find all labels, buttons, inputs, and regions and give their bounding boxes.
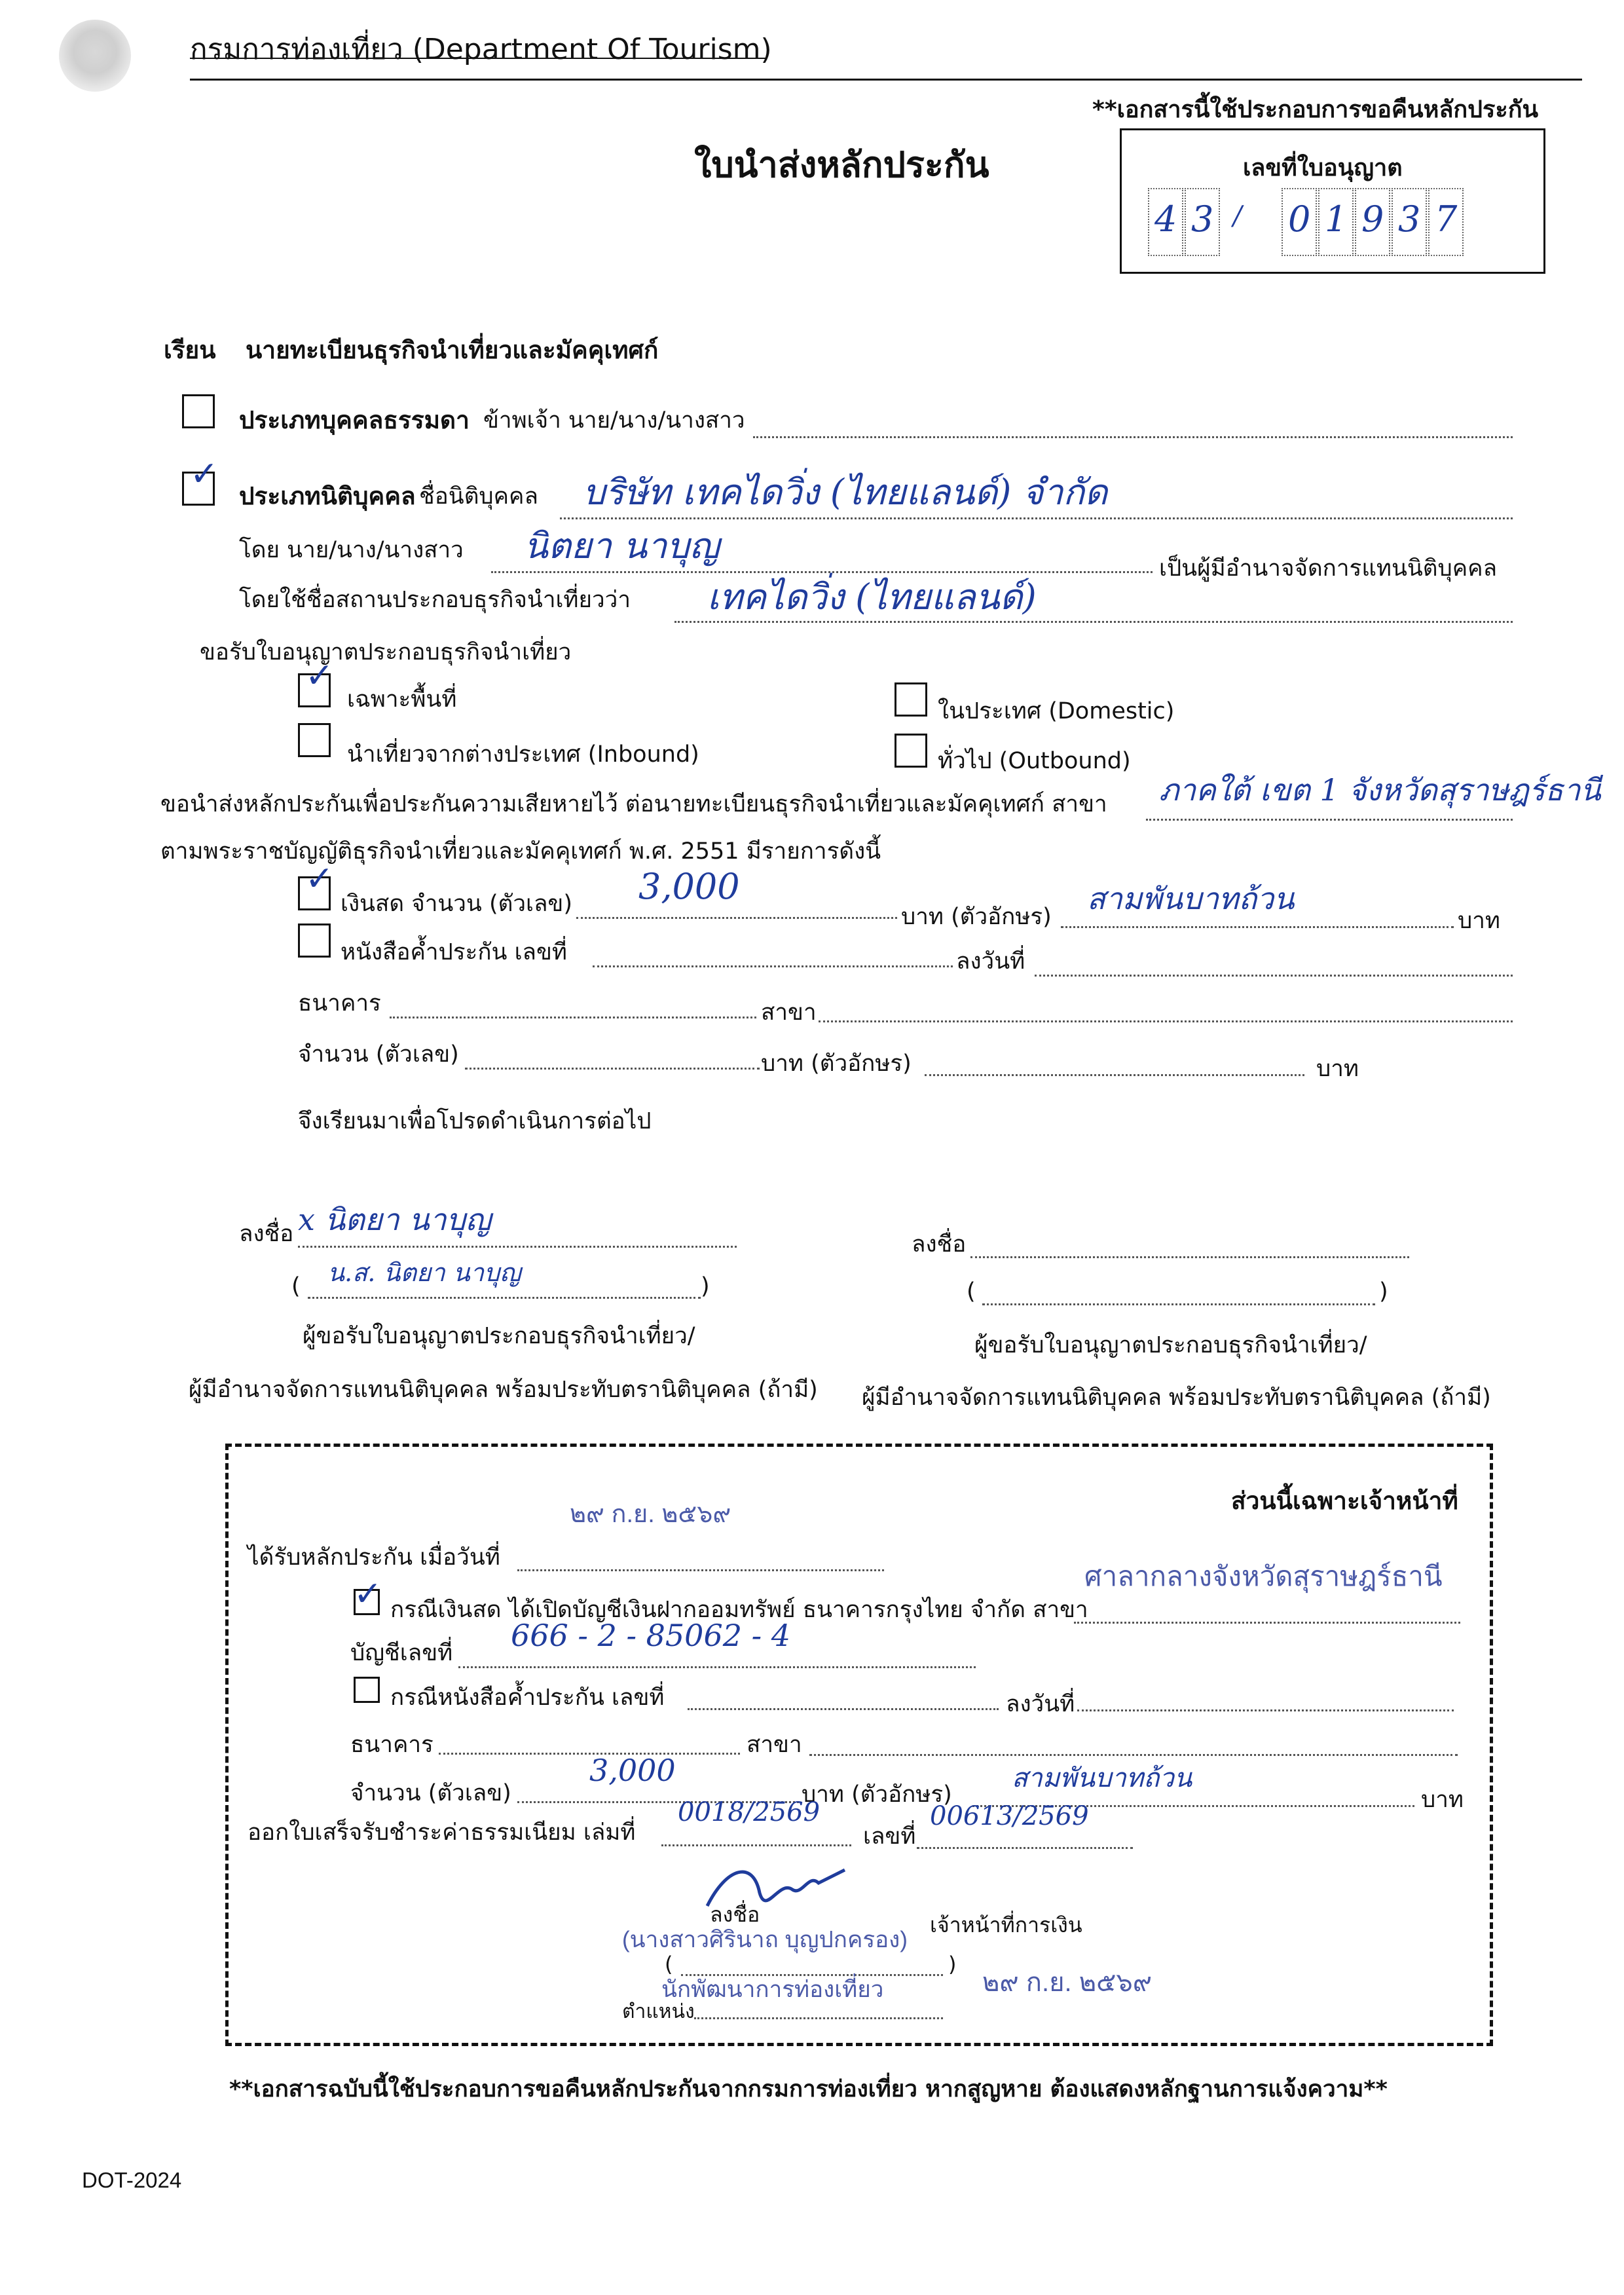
header-underline <box>190 58 766 59</box>
guarantee-date-field[interactable] <box>1035 975 1513 977</box>
baht-label: บาท <box>1458 908 1500 934</box>
left-sign-label: ลงชื่อ <box>239 1221 294 1247</box>
official-date-field[interactable] <box>1077 1709 1454 1711</box>
left-name-paren: ( <box>291 1273 301 1299</box>
official-amount-value: 3,000 <box>589 1753 676 1788</box>
type-outbound-checkbox[interactable] <box>895 734 927 768</box>
cash-words: สามพันบาทถ้วน <box>1087 881 1295 916</box>
position-field[interactable] <box>694 2017 943 2019</box>
right-name-paren-close: ) <box>1379 1278 1388 1305</box>
sign-date-stamp: ๒๙ ก.ย. ๒๕๖๙ <box>982 1968 1153 1997</box>
license-slash: / <box>1233 201 1242 231</box>
license-digit: 7 <box>1428 188 1464 256</box>
juristic-person-label: ประเภทนิติบุคคล <box>239 482 416 510</box>
right-role-2: ผู้มีอำนาจจัดการแทนนิติบุคคล พร้อมประทับตรานิติบุคคล (ถ้ามี) <box>862 1385 1491 1411</box>
officer-role: เจ้าหน้าที่การเงิน <box>930 1912 1082 1937</box>
left-role-1: ผู้ขอรับใบอนุญาตประกอบธุรกิจนำเที่ยว/ <box>303 1323 695 1349</box>
left-name-paren-close: ) <box>701 1273 710 1299</box>
footer-note: **เอกสารฉบับนี้ใช้ประกอบการขอคืนหลักประกันจากกรมการท่องเที่ยว หากสูญหาย ต้องแสดงหลักฐานการแจ้งความ** <box>229 2076 1388 2102</box>
left-sign-field[interactable] <box>298 1246 737 1248</box>
check-mark-icon: ✓ <box>305 859 334 899</box>
position-stamp: นักพัฒนาการท่องเที่ยว <box>661 1977 884 2002</box>
by-label: โดย นาย/นาง/นางสาว <box>239 537 464 563</box>
guarantee-checkbox[interactable] <box>298 924 331 958</box>
form-code: DOT-2024 <box>82 2168 182 2192</box>
official-sign-label: ลงชื่อ <box>710 1902 760 1927</box>
amount-words-label: บาท (ตัวอักษร) <box>761 1051 912 1077</box>
bank-branch-label: สาขา <box>761 999 817 1026</box>
guarantee-date-label: ลงวันที่ <box>956 948 1025 975</box>
type-inbound-label: นำเที่ยวจากต่างประเทศ (Inbound) <box>347 741 699 768</box>
received-date-stamp: ๒๙ ก.ย. ๒๕๖๙ <box>570 1501 731 1528</box>
official-amount-label: จำนวน (ตัวเลข) <box>350 1780 511 1806</box>
receipt-book-field[interactable] <box>661 1844 851 1846</box>
account-value: 666 - 2 - 85062 - 4 <box>511 1618 791 1653</box>
officer-signature-icon <box>694 1854 864 1926</box>
official-guarantee-checkbox[interactable] <box>354 1677 380 1703</box>
amount-field[interactable] <box>465 1068 760 1070</box>
officer-paren-close: ) <box>948 1952 957 1977</box>
header-rule <box>190 79 1582 81</box>
page-title: ใบนำส่งหลักประกัน <box>694 144 989 185</box>
right-role-1: ผู้ขอรับใบอนุญาตประกอบธุรกิจนำเที่ยว/ <box>974 1332 1367 1358</box>
left-role-2: ผู้มีอำนาจจัดการแทนนิติบุคคล พร้อมประทับตรานิติบุคคล (ถ้ามี) <box>189 1377 818 1403</box>
cash-amount: 3,000 <box>638 866 740 907</box>
amount-label: จำนวน (ตัวเลข) <box>298 1041 459 1068</box>
juristic-name-label: ชื่อนิติบุคคล <box>419 483 538 510</box>
to-label: เรียน <box>164 336 216 364</box>
left-signature: x นิตยา นาบุญ <box>298 1202 491 1237</box>
official-section-title: ส่วนนี้เฉพาะเจ้าหน้าที่ <box>1231 1487 1458 1515</box>
receipt-no-label: เลขที่ <box>863 1823 916 1850</box>
by-value: นิตยา นาบุญ <box>524 525 720 567</box>
right-name-paren: ( <box>967 1278 976 1305</box>
to-value: นายทะเบียนธุรกิจนำเที่ยวและมัคคุเทศก์ <box>246 336 659 364</box>
received-label: ได้รับหลักประกัน เมื่อวันที่ <box>248 1544 500 1571</box>
left-name-field[interactable] <box>308 1297 701 1299</box>
check-mark-icon: ✓ <box>354 1575 382 1614</box>
cash-label: เงินสด จำนวน (ตัวเลข) <box>341 891 573 917</box>
officer-name-stamp: (นางสาวศิรินาถ บุญปกครอง) <box>622 1927 908 1952</box>
official-amount-words: สามพันบาทถ้วน <box>1012 1763 1192 1793</box>
type-local-label: เฉพาะพื้นที่ <box>347 686 457 713</box>
official-branch-label: สาขา <box>747 1732 802 1758</box>
guarantee-label: หนังสือค้ำประกัน เลขที่ <box>341 939 568 965</box>
official-words-label: บาท (ตัวอักษร) <box>802 1782 952 1808</box>
license-digit: 3 <box>1392 188 1427 256</box>
license-digit: 3 <box>1185 188 1220 256</box>
official-guarantee-field[interactable] <box>688 1708 999 1710</box>
official-baht-label: บาท <box>1421 1787 1464 1813</box>
type-inbound-checkbox[interactable] <box>298 723 331 757</box>
natural-person-text: ข้าพเจ้า นาย/นาง/นางสาว <box>483 407 745 434</box>
official-guarantee-case: กรณีหนังสือค้ำประกัน เลขที่ <box>390 1685 665 1711</box>
right-sign-field[interactable] <box>970 1256 1409 1258</box>
check-mark-icon: ✓ <box>190 455 219 494</box>
right-sign-label: ลงชื่อ <box>912 1231 967 1258</box>
amount-baht-label: บาท <box>1316 1056 1359 1082</box>
license-digit: 9 <box>1355 188 1390 256</box>
request-label: ขอรับใบอนุญาตประกอบธุรกิจนำเที่ยว <box>200 639 572 665</box>
cash-amount-field[interactable] <box>576 917 897 919</box>
official-dated-label: ลงวันที่ <box>1006 1691 1075 1717</box>
cash-words-field[interactable] <box>1061 926 1454 928</box>
bank-branch-field[interactable] <box>819 1020 1513 1022</box>
natural-person-name-field[interactable] <box>753 436 1513 438</box>
amount-words-field[interactable] <box>925 1074 1304 1076</box>
received-date-field[interactable] <box>517 1569 884 1571</box>
type-outbound-label: ทั่วไป (Outbound) <box>938 748 1131 774</box>
business-name-field[interactable] <box>674 621 1513 623</box>
bank-branch-stamp: ศาลากลางจังหวัดสุราษฎร์ธานี <box>1084 1561 1443 1592</box>
cash-words-label: บาท (ตัวอักษร) <box>901 904 1052 930</box>
natural-person-label: ประเภทบุคคลธรรมดา <box>239 406 470 434</box>
official-bank-branch-field[interactable] <box>1074 1622 1460 1624</box>
type-domestic-label: ในประเทศ (Domestic) <box>938 698 1175 724</box>
account-field[interactable] <box>458 1666 976 1668</box>
branch-value: ภาคใต้ เขต 1 จังหวัดสุราษฎร์ธานี <box>1159 772 1601 808</box>
left-name: น.ส. นิตยา นาบุญ <box>327 1258 521 1287</box>
receipt-no: 00613/2569 <box>930 1801 1089 1831</box>
type-domestic-checkbox[interactable] <box>895 682 927 717</box>
receipt-book: 0018/2569 <box>678 1797 821 1827</box>
license-digit: 0 <box>1282 188 1317 256</box>
license-digit: 4 <box>1148 188 1183 256</box>
license-label: เลขที่ใบอนุญาต <box>1243 155 1403 181</box>
authorized-text: เป็นผู้มีอำนาจจัดการแทนนิติบุคคล <box>1159 555 1498 582</box>
account-label: บัญชีเลขที่ <box>350 1640 453 1666</box>
bank-field[interactable] <box>390 1017 756 1018</box>
note-top: **เอกสารนี้ใช้ประกอบการขอคืนหลักประกัน <box>1092 96 1539 123</box>
org-name: กรมการท่องเที่ยว (Department Of Tourism) <box>190 33 772 66</box>
receipt-label: ออกใบเสร็จรับชำระค่าธรรมเนียม เล่มที่ <box>248 1819 636 1846</box>
closing-text: จึงเรียนมาเพื่อโปรดดำเนินการต่อไป <box>298 1108 652 1134</box>
business-name-label: โดยใช้ชื่อสถานประกอบธุรกิจนำเที่ยวว่า <box>239 587 631 613</box>
natural-person-checkbox[interactable] <box>182 394 215 428</box>
department-seal-icon <box>59 20 131 92</box>
official-branch-field[interactable] <box>809 1754 1458 1756</box>
juristic-name-value: บริษัท เทคไดวิ่ง (ไทยแลนด์) จำกัด <box>583 472 1108 513</box>
license-number-box <box>1120 128 1545 274</box>
deposit-text: ขอนำส่งหลักประกันเพื่อประกันความเสียหายไว้ ต่อนายทะเบียนธุรกิจนำเที่ยวและมัคคุเทศก์ สาขา <box>160 791 1107 817</box>
right-name-field[interactable] <box>982 1303 1375 1305</box>
official-cash-case: กรณีเงินสด ได้เปิดบัญชีเงินฝากออมทรัพย์ ธนาคารกรุงไทย จำกัด สาขา <box>390 1597 1088 1623</box>
receipt-no-field[interactable] <box>917 1847 1133 1849</box>
officer-paren: ( <box>665 1952 673 1977</box>
official-bank-label: ธนาคาร <box>350 1732 434 1758</box>
check-mark-icon: ✓ <box>305 656 334 696</box>
business-name-value: เทคไดวิ่ง (ไทยแลนด์) <box>707 576 1037 618</box>
license-digit: 1 <box>1318 188 1354 256</box>
bank-label: ธนาคาร <box>298 990 381 1017</box>
position-label: ตำแหน่ง <box>622 2000 695 2023</box>
branch-field[interactable] <box>1146 819 1513 821</box>
act-text: ตามพระราชบัญญัติธุรกิจนำเที่ยวและมัคคุเทศก์ พ.ศ. 2551 มีรายการดังนี้ <box>160 838 881 865</box>
guarantee-number-field[interactable] <box>593 965 953 967</box>
